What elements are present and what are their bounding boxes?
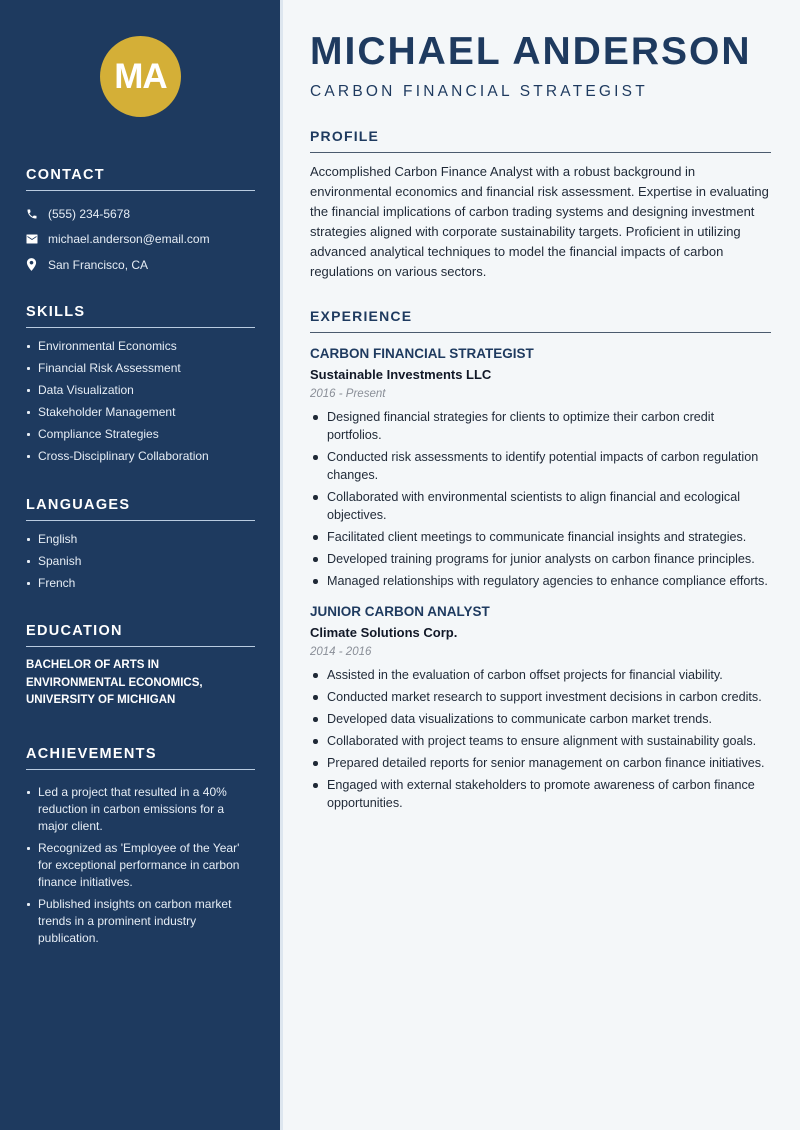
job-bullet: Conducted risk assessments to identify potential impacts of carbon regulation changes. [310,448,771,484]
job-bullet: Collaborated with project teams to ensure alignment with sustainability goals. [310,732,771,750]
phone-icon [26,208,48,220]
job-company: Climate Solutions Corp. [310,625,458,640]
achievements-list [26,784,255,947]
achievements-heading: ACHIEVEMENTS [26,746,255,770]
job-bullet: Prepared detailed reports for senior management on carbon finance initiatives. [310,754,771,772]
skills-list [26,338,255,465]
job-dates: 2016 - Present [310,388,386,400]
profile-section [310,128,771,282]
email-icon [26,234,48,244]
contact-email-text[interactable]: michael.anderson@email.com [48,232,210,247]
avatar [100,36,181,117]
location-pin-icon [26,258,48,271]
experience-section [310,308,771,816]
skills-section [26,304,255,470]
languages-heading: LANGUAGES [26,497,255,521]
education-heading: EDUCATION [26,623,255,647]
education-degree: BACHELOR OF ARTS IN ENVIRONMENTAL ECONOMICS, UNIVERSITY OF MICHIGAN [26,659,203,706]
job-bullets [310,408,771,590]
job-entry [310,604,771,812]
avatar-initials: MA [114,56,167,96]
job-bullet: Developed data visualizations to communicate carbon market trends. [310,710,771,728]
profile-heading: PROFILE [310,128,771,153]
profile-text: Accomplished Carbon Finance Analyst with a robust background in environmental economics and financial risk assessment. Expertise in evaluating the financial implications of carbon trading systems and designing investment strategies aligned with corporate sustainability targets. Proficient in utilizing advanced analytical techniques to model the financial impacts of carbon regulations on various sectors. [310,164,769,279]
contact-section [26,167,255,278]
candidate-name: MICHAEL ANDERSON [310,30,752,73]
language-item: English [26,531,255,548]
job-bullet: Assisted in the evaluation of carbon offset projects for financial viability. [310,666,771,684]
skills-heading: SKILLS [26,304,255,328]
skill-item: Compliance Strategies [26,426,255,443]
contact-email [26,227,255,253]
language-item: French [26,575,255,592]
job-bullet: Engaged with external stakeholders to promote awareness of carbon finance opportunities. [310,776,771,812]
contact-phone [26,201,255,227]
skill-item: Environmental Economics [26,338,255,355]
job-dates: 2014 - 2016 [310,646,372,658]
job-bullet: Developed training programs for junior analysts on carbon finance principles. [310,550,771,568]
contact-location [26,252,255,278]
job-title: CARBON FINANCIAL STRATEGIST [310,346,534,361]
job-bullet: Managed relationships with regulatory agencies to enhance compliance efforts. [310,572,771,590]
achievements-section [26,746,255,952]
languages-list [26,531,255,592]
language-item: Spanish [26,553,255,570]
experience-heading: EXPERIENCE [310,308,771,333]
contact-location-text: San Francisco, CA [48,257,149,272]
job-bullet: Facilitated client meetings to communicate financial insights and strategies. [310,528,771,546]
contact-phone-text[interactable]: (555) 234-5678 [48,206,131,221]
achievement-item: Published insights on carbon market trends in a prominent industry publication. [26,896,255,947]
job-bullets [310,666,771,812]
skill-item: Financial Risk Assessment [26,360,255,377]
job-bullet: Collaborated with environmental scientists to align financial and ecological objectives. [310,488,771,524]
sidebar-divider [280,0,283,1130]
job-bullet: Designed financial strategies for clients to optimize their carbon credit portfolios. [310,408,771,444]
skill-item: Cross-Disciplinary Collaboration [26,448,255,465]
skill-item: Stakeholder Management [26,404,255,421]
job-bullet: Conducted market research to support investment decisions in carbon credits. [310,688,771,706]
achievement-item: Recognized as 'Employee of the Year' for exceptional performance in carbon finance initiatives. [26,840,255,891]
job-company: Sustainable Investments LLC [310,367,492,382]
contact-heading: CONTACT [26,167,255,191]
languages-section [26,497,255,597]
candidate-title: CARBON FINANCIAL STRATEGIST [310,83,648,100]
skill-item: Data Visualization [26,382,255,399]
job-title: JUNIOR CARBON ANALYST [310,604,490,619]
job-entry [310,346,771,590]
education-section [26,623,255,710]
sidebar [0,0,280,1130]
achievement-item: Led a project that resulted in a 40% reduction in carbon emissions for a major client. [26,784,255,835]
